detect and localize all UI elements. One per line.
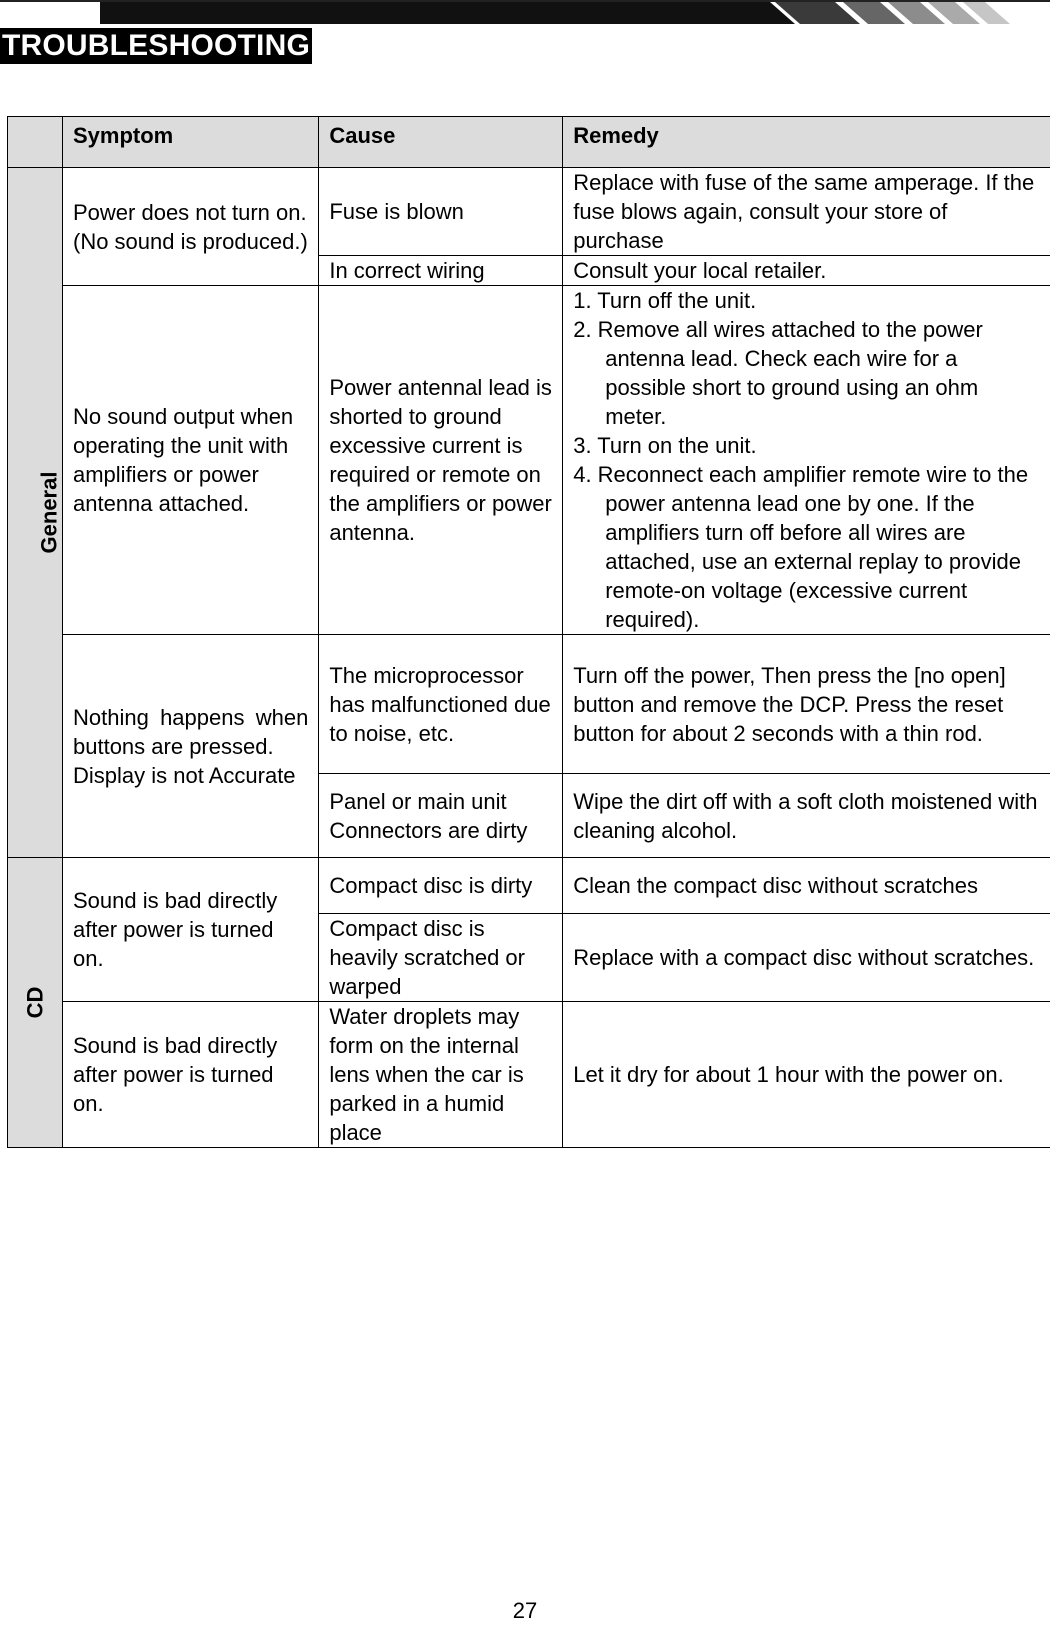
table-row xyxy=(8,1002,1050,1148)
header-blank xyxy=(8,117,63,168)
header-cause: Cause xyxy=(319,117,563,168)
cause-cell: The microprocessor has malfunctioned due to noise, etc. xyxy=(319,635,563,774)
remedy-steps xyxy=(573,286,1040,634)
table-row xyxy=(8,635,1050,774)
remedy-cell: Wipe the dirt off with a soft cloth moistened with cleaning alcohol. xyxy=(563,774,1050,858)
header-symptom: Symptom xyxy=(63,117,319,168)
symptom-cell: No sound output when operating the unit with amplifiers or power antenna attached. xyxy=(63,286,319,635)
header-decorative-bar xyxy=(0,0,1050,26)
category-label: CD xyxy=(22,986,48,1019)
category-label: General xyxy=(36,471,62,554)
symptom-cell: Power does not turn on. (No sound is produced.) xyxy=(63,168,319,286)
cause-cell: Panel or main unit Connectors are dirty xyxy=(319,774,563,858)
cause-cell: Water droplets may form on the internal lens when the car is parked in a humid place xyxy=(319,1002,563,1148)
remedy-cell: Let it dry for about 1 hour with the power on. xyxy=(563,1002,1050,1148)
troubleshooting-table xyxy=(7,116,1050,1148)
list-item: 2. Remove all wires attached to the power antenna lead. Check each wire for a possible short to ground using an ohm meter. xyxy=(573,317,983,429)
table-header-row xyxy=(8,117,1050,168)
list-item: 4. Reconnect each amplifier remote wire to the power antenna lead one by one. If the amplifiers turn off before all wires are attached, use an external replay to provide remote-on voltage (excessive current required). xyxy=(573,462,1029,632)
remedy-cell: Turn off the power, Then press the [no open] button and remove the DCP. Press the reset button for about 2 seconds with a thin rod. xyxy=(563,635,1050,774)
list-item: 3. Turn on the unit. xyxy=(573,433,757,458)
cause-cell: Power antennal lead is shorted to ground excessive current is required or remote on the amplifiers or power antenna. xyxy=(319,286,563,635)
category-general xyxy=(8,168,63,858)
remedy-cell: Clean the compact disc without scratches xyxy=(563,858,1050,914)
symptom-cell: Nothing happens when buttons are pressed. Display is not Accurate xyxy=(63,635,319,858)
symptom-cell: Sound is bad directly after power is turned on. xyxy=(63,858,319,1002)
remedy-cell: Replace with fuse of the same amperage. If the fuse blows again, consult your store of purchase xyxy=(563,168,1050,256)
header-remedy: Remedy xyxy=(563,117,1050,168)
remedy-cell: Replace with a compact disc without scratches. xyxy=(563,914,1050,1002)
table-row xyxy=(8,168,1050,256)
cause-cell: Fuse is blown xyxy=(319,168,563,256)
cause-cell: In correct wiring xyxy=(319,256,563,286)
table-row xyxy=(8,858,1050,914)
symptom-cell: Sound is bad directly after power is turned on. xyxy=(63,1002,319,1148)
remedy-cell xyxy=(563,286,1050,635)
cause-cell: Compact disc is heavily scratched or warped xyxy=(319,914,563,1002)
list-item: 1. Turn off the unit. xyxy=(573,288,757,313)
table-row xyxy=(8,286,1050,635)
cause-cell: Compact disc is dirty xyxy=(319,858,563,914)
page-title: TROUBLESHOOTING xyxy=(2,29,310,62)
remedy-cell: Consult your local retailer. xyxy=(563,256,1050,286)
category-cd xyxy=(8,858,63,1148)
page-number: 27 xyxy=(512,1598,538,1623)
